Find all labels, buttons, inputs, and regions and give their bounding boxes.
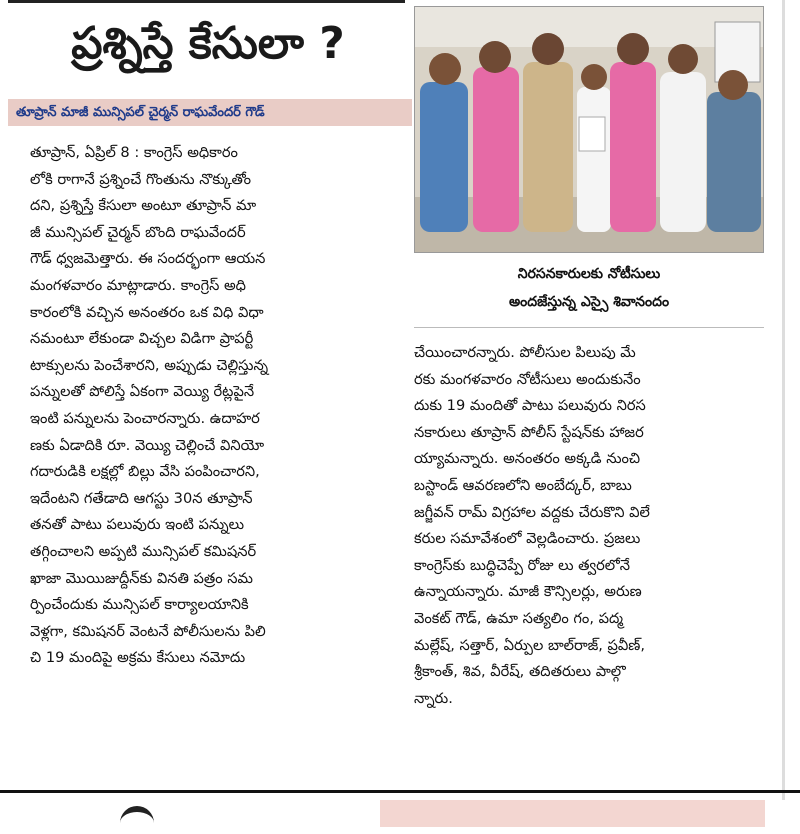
text-line: ర్పించేందుకు మున్సిపల్ కార్యాలయానికి — [30, 596, 249, 614]
bottom-rule — [0, 790, 800, 793]
left-column — [30, 140, 400, 672]
text-line: గౌడ్ ధ్వజమెత్తారు. ఈ సందర్భంగా ఆయన — [30, 250, 266, 268]
text-line: చేయించారన్నారు. పోలీసుల పిలుపు మే — [414, 344, 636, 361]
text-line: ణకు ఏడాదికి రూ. వెయ్యి చెల్లించే వినియో — [30, 436, 265, 454]
text-line: రకు మంగళవారం నోటీసులు అందుకునేం — [414, 370, 641, 388]
text-line: నమంటూ లేకుండా విచ్చల విడిగా ప్రాపర్టీ — [30, 330, 254, 348]
text-line: నకారులు తూప్రాన్ పోలీస్ స్టేషన్‌కు హాజర — [414, 423, 644, 441]
headline: ప్రశ్నిస్తే కేసులా ? — [71, 18, 345, 69]
text-line: వెంకట్ గౌడ్, ఉమా సత్యలిం గం, పద్మ — [414, 609, 623, 627]
text-line: తూప్రాన్, ఏప్రిల్ 8 : కాంగ్రెస్ అధికారం — [30, 144, 238, 161]
text-line: తగ్గించాలని అప్పటి మున్సిపల్ కమిషనర్ — [30, 542, 257, 560]
text-line: ఉన్నాయన్నారు. మాజీ కౌన్సిలర్లు, అరుణ — [414, 583, 642, 601]
text-line: జీ మున్సిపల్ చైర్మన్ బొంది రాఘవేందర్ — [30, 223, 246, 241]
text-line: ఇదేంటని గతేడాది ఆగస్టు 30న తూప్రాన్ — [30, 489, 253, 507]
subheadline: తూప్రాన్ మాజీ మున్సిపల్ చైర్మన్ రాఘవేందర్ గౌడ్ — [8, 99, 412, 126]
text-line: న్నారు. — [414, 689, 453, 707]
news-photo — [414, 6, 764, 253]
next-article-box — [380, 800, 765, 827]
text-line: మల్లేష్, సత్తార్, ఏర్పుల బాల్‌రాజ్, ప్రవీణ్, — [414, 636, 646, 654]
text-line: దుకు 19 మందితో పాటు పలువురు నిరస — [414, 397, 646, 415]
text-line: టాక్సులను పెంచేశారని, అప్పుడు చెల్లిస్తున్న — [30, 356, 269, 374]
text-line: పన్నులతో పోలిస్తే ఏకంగా వెయ్యి రేట్లపైనే — [30, 383, 255, 401]
page-edge — [782, 0, 785, 800]
next-headline-fragment — [120, 806, 154, 834]
right-column — [414, 340, 769, 712]
text-line: శ్రీకాంత్, శివ, వీరేష్, తదితరులు పాల్గొ — [414, 663, 626, 681]
text-line: తనతో పాటు పలువురు ఇంటి పన్నులు — [30, 516, 244, 534]
caption-line: నిరసనకారులకు నోటీసులు — [517, 266, 661, 282]
text-line: మంగళవారం మాట్లాడారు. కాంగ్రెస్ అధి — [30, 276, 246, 294]
text-line: దని, ప్రశ్నిస్తే కేసులా అంటూ తూప్రాన్ మా — [30, 197, 257, 215]
text-line: లోకి రాగానే ప్రశ్నించే గొంతును నొక్కుతోం — [30, 170, 252, 188]
text-line: కాంగ్రెస్‌కు బుద్ధిచెప్పే రోజు లు త్వరలోనే — [414, 556, 631, 574]
text-line: కారంలోకి వచ్చిన అనంతరం ఒక విధి విధా — [30, 303, 264, 321]
text-line: కరుల సమావేశంలో వెల్లడించారు. ప్రజలు — [414, 530, 641, 548]
text-line: ఇంటి పన్నులను పెంచారన్నారు. ఉదాహర — [30, 409, 260, 427]
text-line: య్యామన్నారు. అనంతరం అక్కడి నుంచి — [414, 450, 641, 468]
caption-line: అందజేస్తున్న ఎస్సై శివానందం — [508, 294, 670, 310]
text-line: వెళ్లగా, కమిషనర్ వెంటనే పోలీసులను పిలి — [30, 622, 266, 640]
caption-divider — [414, 327, 764, 328]
top-rule — [8, 0, 405, 3]
text-line: బస్టాండ్ ఆవరణలోని అంబేద్కర్, బాబు — [414, 476, 632, 494]
photo-caption — [414, 260, 764, 316]
text-line: జగ్జీవన్ రామ్ విగ్రహాల వద్దకు చేరుకొని విలే — [414, 503, 650, 521]
text-line: ఖాజా మొయిజుద్దీన్‌కు వినతి పత్రం సమ — [30, 569, 253, 587]
text-line: చి 19 మందిపై అక్రమ కేసులు నమోదు — [30, 649, 246, 667]
text-line: గదారుడికి లక్షల్లో బిల్లు వేసి పంపించారని, — [30, 463, 260, 481]
